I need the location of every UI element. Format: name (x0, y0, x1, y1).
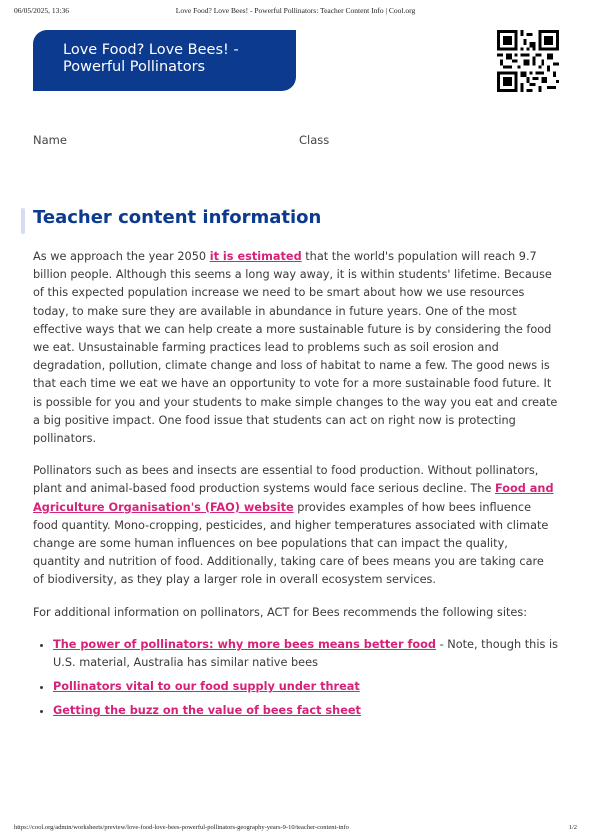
pollinators-vital-link[interactable]: Pollinators vital to our food supply under threat (53, 680, 360, 694)
student-fields (33, 133, 453, 147)
fao-website-link[interactable]: Food and Agriculture Organisation's (FAO) website (33, 482, 554, 514)
section-heading: Teacher content information (33, 207, 322, 228)
buzz-fact-sheet-link[interactable]: Getting the buzz on the value of bees fact sheet (53, 704, 361, 718)
print-header (14, 6, 577, 15)
pollinators-paragraph: Pollinators such as bees and insects are essential to food production. Without pollinators, plant and animal-based food production systems would face serious decline. The Food and Agriculture Organisation's (FAO) website provides examples of how bees influence food quantity. Mono-cropping, pesticides, and higher temperatures associated with climate change are some human influences on bee populations that can impact the quality, quantity and nutrition of food. Additionally, taking care of bees means you are taking care of biodiversity, as they play a larger role in overall ecosystem services. (33, 464, 554, 587)
name-field-label: Name (33, 133, 67, 147)
banner-title-line1: Love Food? Love Bees! - (63, 42, 239, 58)
page-number: 1/2 (568, 824, 577, 831)
content-body (33, 248, 558, 727)
list-item (53, 678, 558, 696)
banner-title-line2: Powerful Pollinators (63, 59, 206, 75)
print-footer (14, 824, 577, 831)
qr-code-icon (497, 30, 559, 92)
print-datetime: 06/05/2025, 13:36 (14, 6, 70, 15)
it-is-estimated-link[interactable]: it is estimated (209, 250, 302, 263)
recommended-sites-list (33, 636, 558, 721)
intro-paragraph: As we approach the year 2050 it is estimated that the world's population will reach 9.7 billion people. Although this seems a long way away, it is within students' lifetime. Because of this expected population increase we need to be smart about how we use resources today, to make sure they are available in abundance in future years. One of the most effective ways that we can help create a more sustainable future is by considering the food we eat. Unsustainable farming practices lead to problems such as soil erosion and degradation, pollution, climate change and loss of habitat to name a few. The good news is that each time we eat we have an opportunity to vote for a more sustainable food future. It is possible for you and your students to make simple changes to the way you eat and create a big positive impact. One food issue that students can act on right now is protecting pollinators. (33, 250, 558, 446)
print-url: https://cool.org/admin/worksheets/preview/love-food-love-bees-powerful-pollinators-geography-years-9-10/teacher-content-info (14, 824, 349, 831)
print-title: Love Food? Love Bees! - Powerful Pollinators: Teacher Content Info | Cool.org (175, 6, 416, 15)
section-accent-bar (21, 208, 25, 234)
site-note: - Note, though this is U.S. material, Australia has similar native bees (53, 637, 558, 670)
class-field-label: Class (299, 133, 330, 147)
list-item (53, 636, 558, 672)
power-of-pollinators-link[interactable]: The power of pollinators: why more bees means better food (53, 637, 436, 651)
additional-info-paragraph: For additional information on pollinators, ACT for Bees recommends the following sites: (33, 605, 528, 619)
worksheet-title-banner (33, 30, 296, 91)
list-item (53, 702, 558, 720)
